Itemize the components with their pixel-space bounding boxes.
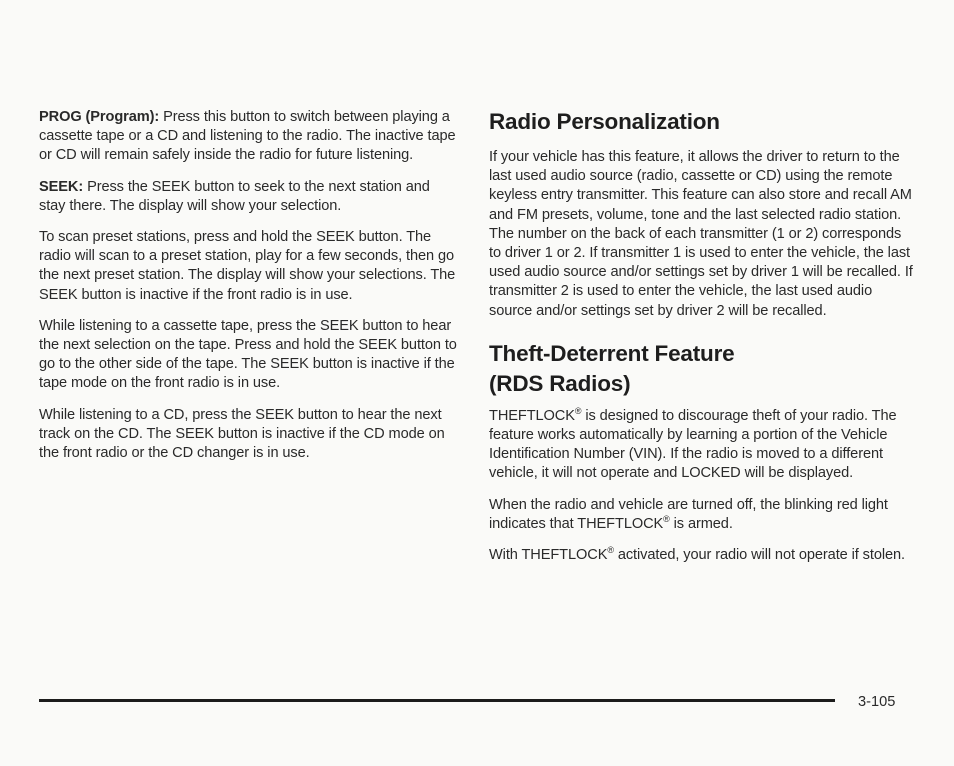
theft-heading-line1: Theft-Deterrent Feature [489,340,735,366]
registered-mark: ® [574,405,582,416]
cd-seek-paragraph: While listening to a CD, press the SEEK button to hear the next track on the CD. The SEEK button is inactive if the CD mode on the front radio or the CD changer is in use. [39,406,445,462]
scan-paragraph: To scan preset stations, press and hold the SEEK button. The radio will scan to a preset station, play for a few seconds, then go the next preset station. The display will show your selections. The SEEK button is inactive if the front radio is in use. [39,229,456,303]
theftlock-description-paragraph [489,407,914,484]
theftlock-brand: THEFTLOCK [489,407,575,424]
left-column [39,108,459,475]
activated-text-start: With [489,547,522,564]
page-number: 3-105 [858,694,896,710]
footer-divider [39,699,835,702]
theft-heading-line2: (RDS Radios) [489,370,631,396]
theftlock-brand: THEFTLOCK [577,515,664,532]
radio-personalization-paragraph: If your vehicle has this feature, it allows the driver to return to the last used audio source (radio, cassette or CD) using the remote keyless entry transmitter. This feature can also store and recall AM and FM presets, volume, tone and the last selected radio station. The number on the back of each transmitter (1 or 2) corresponds to driver 1 or 2. If transmitter 1 is used to enter the vehicle, the last used audio source and/or settings set by driver 1 will be recalled. If transmitter 2 is used to enter the vehicle, the last used audio source and/or settings set by driver 2 will be recalled. [489,149,913,319]
right-column [489,108,914,577]
theftlock-description: is designed to discourage theft of your radio. The feature works automatically by learning a portion of the Vehicle Identification Number (VIN). If the radio is moved to a different vehicle, it will not operate and LOCKED will be displayed. [489,407,897,482]
armed-text-end: is armed. [669,515,733,532]
theftlock-activated-paragraph [489,546,914,565]
theft-deterrent-heading [489,339,914,399]
theftlock-armed-paragraph [489,496,914,534]
registered-mark: ® [607,545,614,556]
seek-term: SEEK: [39,178,84,195]
prog-paragraph [39,108,459,166]
registered-mark: ® [663,513,670,524]
radio-personalization-heading: Radio Personalization [489,109,720,134]
seek-description: Press the SEEK button to seek to the next station and stay there. The display will show your selection. [39,178,430,214]
theftlock-brand: THEFTLOCK [521,547,608,564]
prog-term: PROG (Program): [39,109,160,125]
armed-text-start: When the radio and vehicle are turned off, the blinking red light indicates that [489,496,888,532]
prog-description: Press this button to switch between playing a cassette tape or a CD and listening to the radio. The inactive tape or CD will remain safely inside the radio for future listening. [39,109,456,164]
cassette-seek-paragraph: While listening to a cassette tape, press the SEEK button to hear the next selection on the tape. Press and hold the SEEK button to go to the other side of the tape. The SEEK button is inactive if the tape mode on the front radio is in use. [39,317,457,392]
activated-text-end: activated, your radio will not operate if stolen. [613,547,905,564]
seek-paragraph [39,178,459,216]
